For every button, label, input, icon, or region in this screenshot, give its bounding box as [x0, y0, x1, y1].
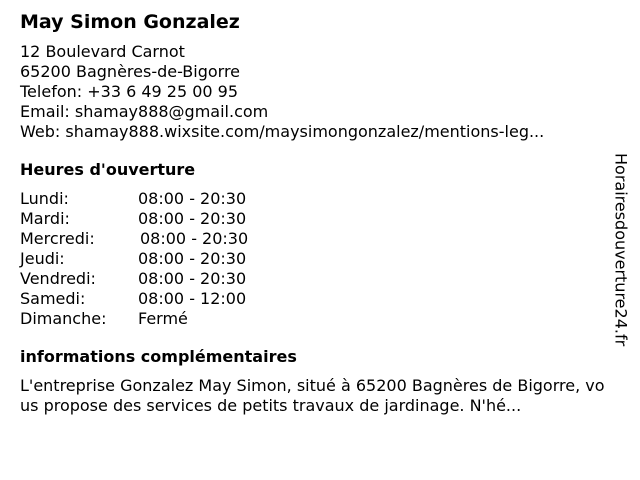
- address-city: 65200 Bagnères-de-Bigorre: [20, 62, 241, 81]
- business-card: [20, 10, 605, 416]
- brand-watermark: [610, 134, 632, 366]
- day-label: Jeudi:: [20, 249, 65, 268]
- hours-row-dimanche: [20, 309, 600, 329]
- website-line[interactable]: Web: shamay888.wixsite.com/maysimongonzalez/mentions-leg...: [20, 122, 545, 141]
- hours-table: [20, 189, 600, 329]
- hours-row-mercredi: [20, 229, 600, 249]
- hours-row-vendredi: [20, 269, 600, 289]
- day-label: Mercredi:: [20, 229, 95, 248]
- hours-heading: Heures d'ouverture: [20, 160, 196, 179]
- email-line[interactable]: Email: shamay888@gmail.com: [20, 102, 269, 121]
- brand-text: Horairesdouverture24.fr: [611, 153, 631, 347]
- time-value: 08:00 - 20:30: [138, 249, 247, 268]
- time-value: 08:00 - 20:30: [138, 209, 247, 228]
- info-description: L'entreprise Gonzalez May Simon, situé à 65200 Bagnères de Bigorre, vous propose des services de petits travaux de jardinage. N'hé...: [20, 376, 605, 415]
- time-value: Fermé: [138, 309, 188, 328]
- business-name: May Simon Gonzalez: [20, 11, 240, 33]
- day-label: Vendredi:: [20, 269, 96, 288]
- contact-block: [20, 42, 600, 142]
- hours-row-jeudi: [20, 249, 600, 269]
- day-label: Lundi:: [20, 189, 69, 208]
- address-street: 12 Boulevard Carnot: [20, 42, 185, 61]
- phone-line[interactable]: Telefon: +33 6 49 25 00 95: [20, 82, 239, 101]
- day-label: Mardi:: [20, 209, 70, 228]
- day-label: Samedi:: [20, 289, 86, 308]
- hours-row-mardi: [20, 209, 600, 229]
- time-value: 08:00 - 20:30: [140, 229, 249, 248]
- time-value: 08:00 - 12:00: [138, 289, 247, 308]
- hours-row-samedi: [20, 289, 600, 309]
- time-value: 08:00 - 20:30: [138, 189, 247, 208]
- info-heading: informations complémentaires: [20, 347, 297, 366]
- time-value: 08:00 - 20:30: [138, 269, 247, 288]
- hours-row-lundi: [20, 189, 600, 209]
- day-label: Dimanche:: [20, 309, 107, 328]
